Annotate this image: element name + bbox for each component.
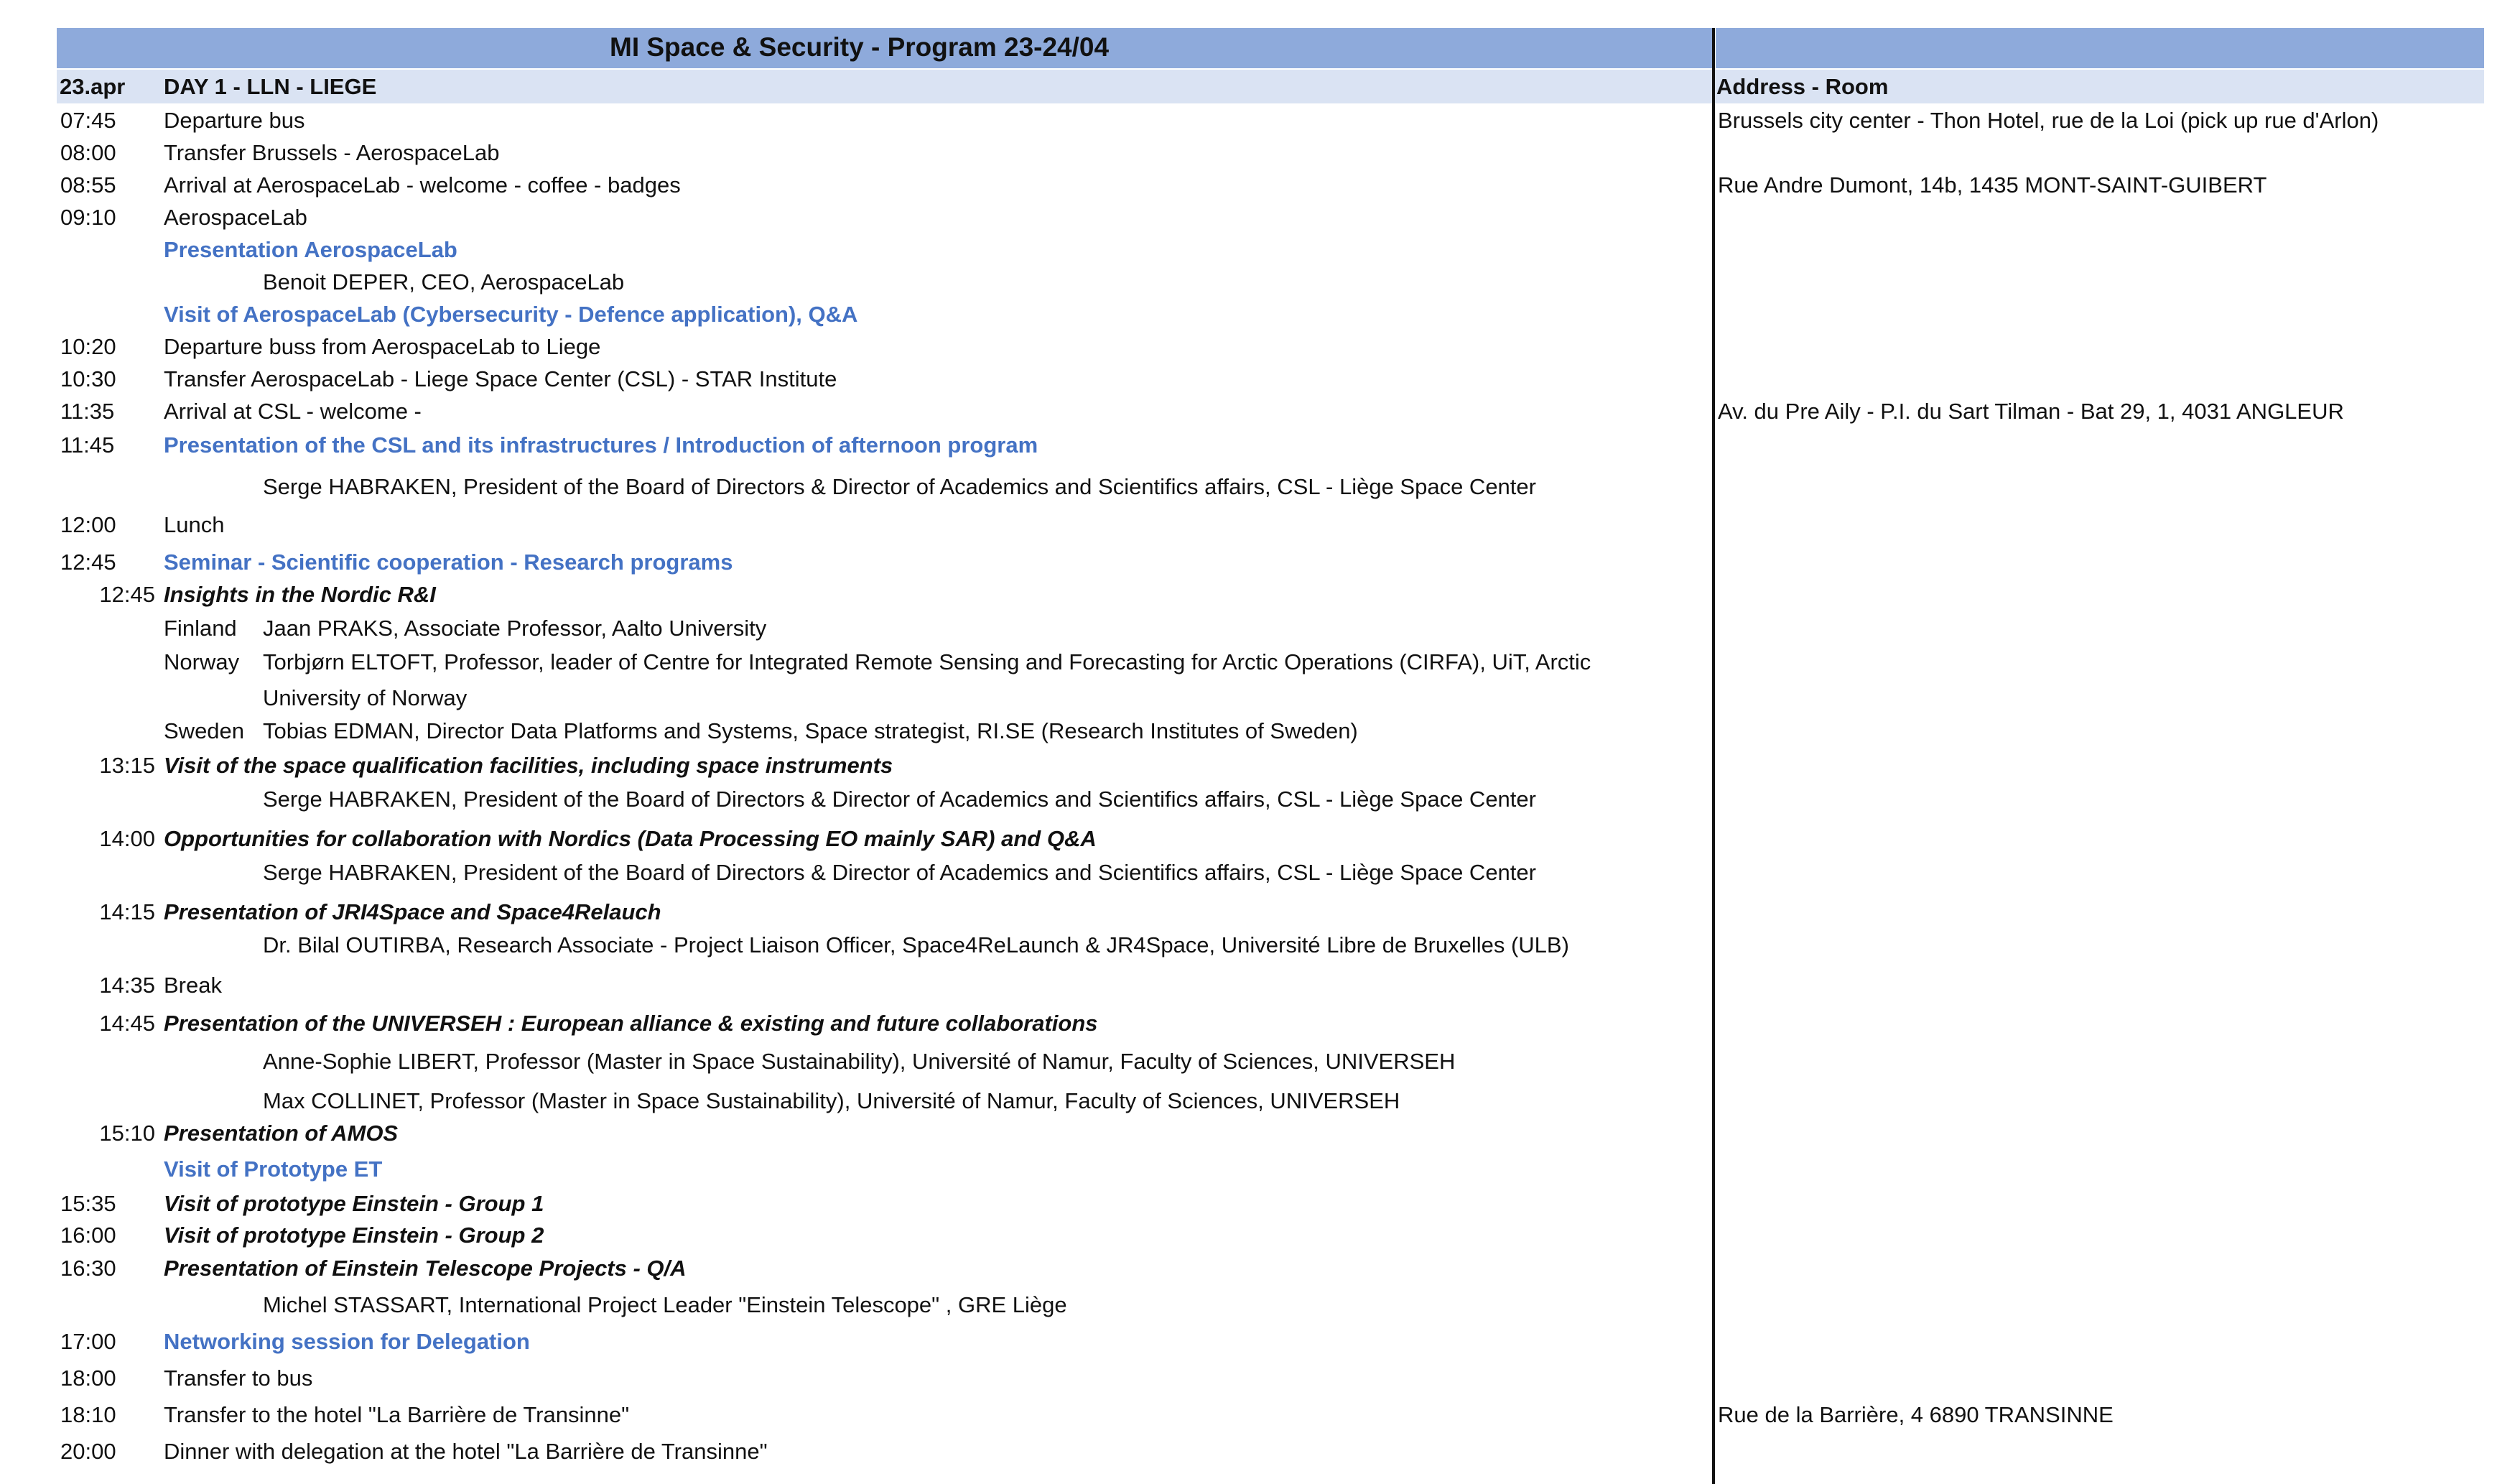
row-time: 16:00 bbox=[60, 1223, 116, 1248]
row-time: 11:35 bbox=[60, 399, 115, 424]
header-date: 23.apr bbox=[60, 74, 126, 99]
row-activity: Departure bus bbox=[164, 108, 305, 133]
column-divider bbox=[1712, 28, 1715, 1484]
row-country: Sweden bbox=[164, 718, 245, 743]
row-talk-title: Visit of the space qualification facilities, including space instruments bbox=[164, 753, 893, 778]
row-time: 15:35 bbox=[60, 1191, 116, 1216]
row-activity: Transfer to bus bbox=[164, 1365, 313, 1391]
row-activity: Departure buss from AerospaceLab to Liege bbox=[164, 334, 601, 359]
title-bar-right bbox=[1716, 28, 2484, 68]
row-speaker: Jaan PRAKS, Associate Professor, Aalto University bbox=[263, 616, 767, 641]
row-activity: Transfer Brussels - AerospaceLab bbox=[164, 140, 500, 165]
row-talk-title: Visit of prototype Einstein - Group 2 bbox=[164, 1223, 544, 1248]
row-session-title: Visit of Prototype ET bbox=[164, 1156, 383, 1182]
row-speaker: Serge HABRAKEN, President of the Board of Directors & Director of Academics and Scientifics affairs, CSL - Liège Space Center bbox=[263, 474, 1536, 499]
row-activity: Break bbox=[164, 973, 222, 998]
header-day: DAY 1 - LLN - LIEGE bbox=[164, 74, 377, 99]
row-activity: Dinner with delegation at the hotel "La Barrière de Transinne" bbox=[164, 1439, 768, 1464]
row-time: 18:10 bbox=[60, 1402, 116, 1427]
row-speaker: University of Norway bbox=[263, 685, 468, 710]
row-time: 07:45 bbox=[60, 108, 116, 133]
row-talk-title: Insights in the Nordic R&I bbox=[164, 582, 436, 607]
row-talk-title: Presentation of JRI4Space and Space4Relauch bbox=[164, 899, 661, 924]
row-time: 16:30 bbox=[60, 1256, 116, 1281]
row-session-title: Visit of AerospaceLab (Cybersecurity - Defence application), Q&A bbox=[164, 302, 858, 327]
row-subtime: 14:35 bbox=[99, 973, 155, 998]
row-address: Brussels city center - Thon Hotel, rue de la Loi (pick up rue d'Arlon) bbox=[1718, 108, 2379, 133]
row-time: 10:20 bbox=[60, 334, 116, 359]
row-time: 17:00 bbox=[60, 1329, 116, 1354]
title-bar bbox=[57, 28, 1712, 68]
row-country: Norway bbox=[164, 649, 240, 674]
header-address: Address - Room bbox=[1716, 74, 1889, 99]
row-session-title: Presentation AerospaceLab bbox=[164, 237, 457, 262]
row-activity: AerospaceLab bbox=[164, 205, 307, 230]
row-speaker: Max COLLINET, Professor (Master in Space Sustainability), Université of Namur, Faculty of Sciences, UNIVERSEH bbox=[263, 1088, 1400, 1113]
row-time: 11:45 bbox=[60, 432, 115, 458]
row-activity: Arrival at AerospaceLab - welcome - coffee - badges bbox=[164, 172, 681, 198]
row-time: 12:00 bbox=[60, 512, 116, 537]
row-address: Av. du Pre Aily - P.I. du Sart Tilman - Bat 29, 1, 4031 ANGLEUR bbox=[1718, 399, 2344, 424]
row-talk-title: Presentation of AMOS bbox=[164, 1121, 399, 1146]
row-talk-title: Opportunities for collaboration with Nordics (Data Processing EO mainly SAR) and Q&A bbox=[164, 826, 1097, 851]
page-title: MI Space & Security - Program 23-24/04 bbox=[610, 32, 1110, 62]
row-time: 18:00 bbox=[60, 1365, 116, 1391]
row-country: Finland bbox=[164, 616, 237, 641]
row-speaker: Tobias EDMAN, Director Data Platforms and Systems, Space strategist, RI.SE (Research Institutes of Sweden) bbox=[263, 718, 1358, 743]
row-speaker: Serge HABRAKEN, President of the Board of Directors & Director of Academics and Scientifics affairs, CSL - Liège Space Center bbox=[263, 860, 1536, 885]
row-time: 20:00 bbox=[60, 1439, 116, 1464]
day-header-row bbox=[57, 70, 2484, 103]
row-speaker: Michel STASSART, International Project Leader "Einstein Telescope" , GRE Liège bbox=[263, 1292, 1067, 1317]
row-activity: Arrival at CSL - welcome - bbox=[164, 399, 422, 424]
row-talk-title: Presentation of the UNIVERSEH : European alliance & existing and future collaborations bbox=[164, 1011, 1098, 1036]
row-activity: Transfer AerospaceLab - Liege Space Center (CSL) - STAR Institute bbox=[164, 366, 837, 391]
row-speaker: Benoit DEPER, CEO, AerospaceLab bbox=[263, 269, 625, 295]
row-address: Rue Andre Dumont, 14b, 1435 MONT-SAINT-GUIBERT bbox=[1718, 172, 2267, 198]
row-time: 08:00 bbox=[60, 140, 116, 165]
row-time: 08:55 bbox=[60, 172, 116, 198]
row-speaker: Torbjørn ELTOFT, Professor, leader of Centre for Integrated Remote Sensing and Forecasting for Arctic Operations (CIRFA), UiT, Arctic bbox=[263, 649, 1591, 674]
row-session-title: Presentation of the CSL and its infrastructures / Introduction of afternoon program bbox=[164, 432, 1038, 458]
row-subtime: 12:45 bbox=[99, 582, 155, 607]
row-time: 12:45 bbox=[60, 549, 116, 575]
row-talk-title: Presentation of Einstein Telescope Projects - Q/A bbox=[164, 1256, 687, 1281]
row-subtime: 15:10 bbox=[99, 1121, 155, 1146]
row-activity: Lunch bbox=[164, 512, 225, 537]
row-subtime: 14:00 bbox=[99, 826, 155, 851]
row-speaker: Dr. Bilal OUTIRBA, Research Associate - Project Liaison Officer, Space4ReLaunch & JR4Space, Université Libre de Bruxelles (ULB) bbox=[263, 932, 1569, 957]
row-talk-title: Visit of prototype Einstein - Group 1 bbox=[164, 1191, 544, 1216]
row-activity: Transfer to the hotel "La Barrière de Transinne" bbox=[164, 1402, 630, 1427]
row-speaker: Serge HABRAKEN, President of the Board of Directors & Director of Academics and Scientifics affairs, CSL - Liège Space Center bbox=[263, 787, 1536, 812]
row-address: Rue de la Barrière, 4 6890 TRANSINNE bbox=[1718, 1402, 2114, 1427]
row-subtime: 13:15 bbox=[99, 753, 155, 778]
row-subtime: 14:45 bbox=[99, 1011, 155, 1036]
row-session-title: Networking session for Delegation bbox=[164, 1329, 530, 1354]
row-session-title: Seminar - Scientific cooperation - Research programs bbox=[164, 549, 733, 575]
row-time: 10:30 bbox=[60, 366, 116, 391]
row-speaker: Anne-Sophie LIBERT, Professor (Master in Space Sustainability), Université of Namur, Faculty of Sciences, UNIVERSEH bbox=[263, 1049, 1456, 1074]
row-time: 09:10 bbox=[60, 205, 116, 230]
row-subtime: 14:15 bbox=[99, 899, 155, 924]
